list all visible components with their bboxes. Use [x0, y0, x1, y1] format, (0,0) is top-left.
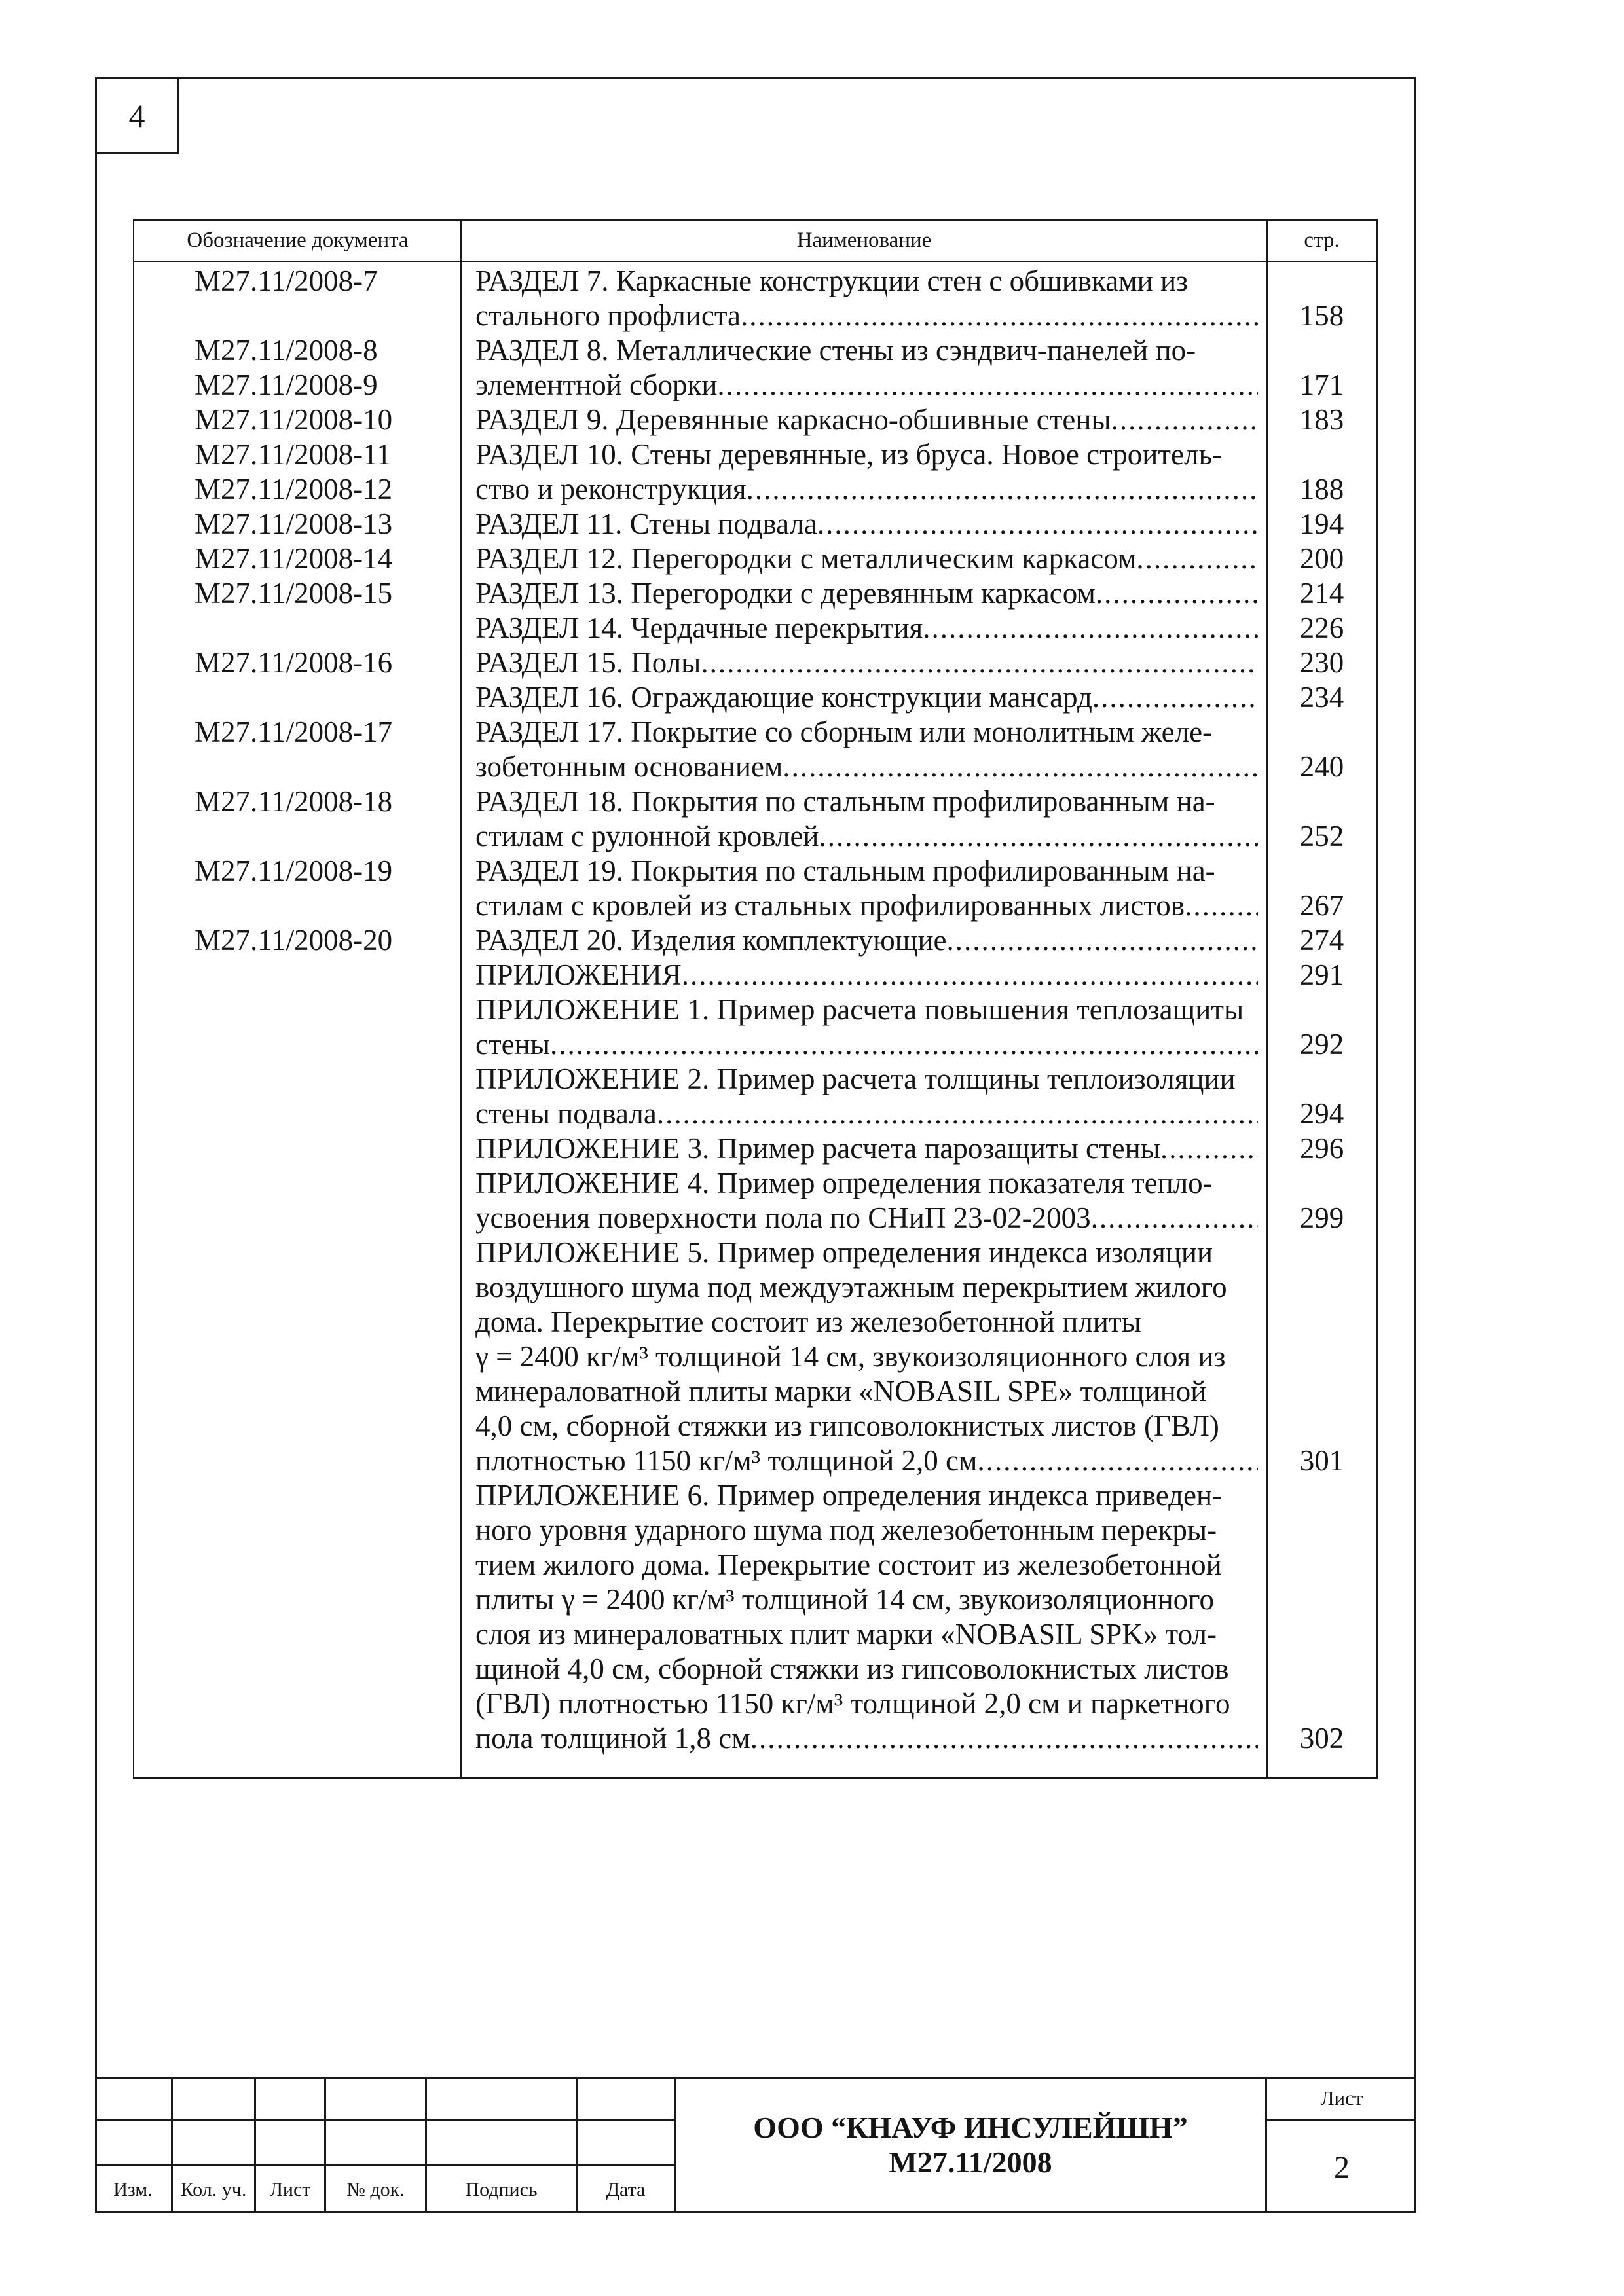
table-row — [134, 437, 1376, 472]
page-number — [1267, 1339, 1376, 1374]
page-number: 188 — [1299, 473, 1344, 505]
contents-entry — [461, 680, 1267, 715]
document-code — [134, 1582, 461, 1617]
document-code: М27.11/2008-10 — [194, 403, 393, 436]
table-row — [134, 1305, 1376, 1339]
contents-entry — [461, 333, 1267, 368]
document-code — [134, 611, 461, 646]
document-code — [134, 1409, 461, 1444]
revision-cell — [326, 2121, 427, 2166]
table-row — [134, 923, 1376, 958]
revision-cell — [578, 2077, 676, 2121]
page-number: 4 — [128, 97, 145, 134]
entry-text: плотностью 1150 кг/м³ толщиной 2,0 см — [475, 1444, 978, 1477]
entry-text: стены подвала — [475, 1097, 657, 1130]
table-row — [134, 1617, 1376, 1652]
contents-entry — [461, 1374, 1267, 1409]
entry-text: РАЗДЕЛ 10. Стены деревянные, из бруса. Новое строитель- — [475, 438, 1222, 471]
page-number — [1267, 1166, 1376, 1201]
document-code — [134, 1097, 461, 1131]
entry-text: ПРИЛОЖЕНИЕ 5. Пример определения индекса изоляции — [475, 1236, 1213, 1269]
table-row — [134, 1166, 1376, 1201]
revision-column-label: № док. — [326, 2166, 427, 2213]
document-code: М27.11/2008-20 — [194, 924, 393, 957]
document-code: М27.11/2008-14 — [194, 542, 393, 575]
entry-text: плиты γ = 2400 кг/м³ толщиной 14 см, звукоизоляционного — [475, 1583, 1214, 1616]
dot-leader — [682, 958, 1258, 993]
table-row — [134, 507, 1376, 541]
document-code — [134, 1686, 461, 1721]
contents-entry — [461, 1270, 1267, 1305]
document-code — [134, 1339, 461, 1374]
contents-entry — [461, 264, 1267, 299]
dot-leader — [747, 472, 1258, 507]
contents-entry — [461, 1652, 1267, 1686]
entry-text: дома. Перекрытие состоит из железобетонной плиты — [475, 1305, 1141, 1338]
page-number: 171 — [1299, 369, 1344, 401]
table-row — [134, 750, 1376, 784]
contents-entry — [461, 923, 1267, 958]
contents-entry — [461, 1548, 1267, 1582]
revision-column-label: Изм. — [95, 2166, 173, 2213]
page-number — [1267, 715, 1376, 750]
table-row — [134, 1374, 1376, 1409]
sheet-box — [1267, 2077, 1416, 2213]
revision-cell — [173, 2077, 256, 2121]
table-row — [134, 854, 1376, 888]
table-row — [134, 1270, 1376, 1305]
entry-text: тием жилого дома. Перекрытие состоит из железобетонной — [475, 1548, 1222, 1581]
entry-text: 4,0 см, сборной стяжки из гипсоволокнистых листов (ГВЛ) — [475, 1410, 1219, 1442]
dot-leader — [1092, 680, 1258, 715]
dot-leader — [783, 750, 1258, 784]
entry-text: РАЗДЕЛ 19. Покрытия по стальным профилированным на- — [475, 854, 1215, 887]
dot-leader — [1111, 403, 1258, 437]
dot-leader — [717, 368, 1258, 403]
entry-text: ПРИЛОЖЕНИЕ 2. Пример расчета толщины теплоизоляции — [475, 1063, 1236, 1095]
page-number: 240 — [1299, 750, 1344, 783]
table-row — [134, 1478, 1376, 1513]
entry-text: РАЗДЕЛ 16. Ограждающие конструкции мансард — [475, 681, 1092, 714]
contents-entry — [461, 1582, 1267, 1617]
entry-text: ПРИЛОЖЕНИЕ 3. Пример расчета парозащиты стены — [475, 1132, 1160, 1165]
table-row — [134, 1027, 1376, 1062]
page-number — [1267, 437, 1376, 472]
entry-text: стального профлиста — [475, 299, 741, 332]
entry-text: слоя из минераловатных плит марки «NOBASIL SPK» тол- — [475, 1618, 1217, 1650]
table-row — [134, 1131, 1376, 1166]
entry-text: РАЗДЕЛ 12. Перегородки с металлическим каркасом — [475, 542, 1137, 575]
contents-entry — [461, 437, 1267, 472]
page-number: 226 — [1299, 611, 1344, 644]
entry-text: РАЗДЕЛ 17. Покрытие со сборным или монолитным желе- — [475, 716, 1213, 748]
document-code — [134, 888, 461, 923]
table-row — [134, 1548, 1376, 1582]
dot-leader — [1091, 1201, 1258, 1235]
document-code: М27.11/2008-16 — [194, 646, 393, 679]
contents-entry — [461, 403, 1267, 437]
contents-entry — [461, 750, 1267, 784]
entry-text: минераловатной плиты марки «NOBASIL SPE» толщиной — [475, 1375, 1207, 1408]
contents-entry — [461, 1166, 1267, 1201]
table-row — [134, 646, 1376, 680]
revision-cell — [173, 2121, 256, 2166]
contents-entry — [461, 1339, 1267, 1374]
document-code — [134, 1721, 461, 1756]
title-block — [95, 2077, 1416, 2213]
dot-leader — [947, 923, 1259, 958]
table-header — [134, 221, 1376, 261]
header-divider — [134, 261, 1376, 262]
contents-entry — [461, 1027, 1267, 1062]
dot-leader — [923, 611, 1258, 646]
page-number: 291 — [1299, 958, 1344, 991]
entry-text: РАЗДЕЛ 18. Покрытия по стальным профилированным на- — [475, 785, 1215, 818]
contents-entry — [461, 646, 1267, 680]
revision-cell — [256, 2121, 326, 2166]
contents-entry — [461, 611, 1267, 646]
entry-text: пола толщиной 1,8 см — [475, 1722, 750, 1755]
dot-leader — [657, 1097, 1258, 1131]
entry-text: РАЗДЕЛ 14. Чердачные перекрытия — [475, 611, 923, 644]
sheet-label: Лист — [1267, 2077, 1416, 2121]
document-code — [134, 1374, 461, 1409]
page-number: 296 — [1299, 1132, 1344, 1165]
contents-entry — [461, 541, 1267, 576]
entry-text: ПРИЛОЖЕНИЯ — [475, 958, 682, 991]
document-code — [134, 1652, 461, 1686]
contents-entry — [461, 1444, 1267, 1478]
document-code — [134, 1478, 461, 1513]
contents-entry — [461, 1235, 1267, 1270]
page-number — [1267, 1374, 1376, 1409]
entry-text: щиной 4,0 см, сборной стяжки из гипсоволокнистых листов — [475, 1652, 1229, 1685]
page-number: 274 — [1299, 924, 1344, 957]
table-row — [134, 541, 1376, 576]
page-number: 301 — [1299, 1444, 1344, 1477]
page-number — [1267, 854, 1376, 888]
contents-entry — [461, 1617, 1267, 1652]
contents-entry — [461, 507, 1267, 541]
revision-column-label: Кол. уч. — [173, 2166, 256, 2213]
contents-entry — [461, 1721, 1267, 1756]
dot-leader — [1096, 576, 1258, 611]
entry-text: стилам с кровлей из стальных профилированных листов — [475, 889, 1185, 922]
revision-cell — [256, 2077, 326, 2121]
entry-text: ПРИЛОЖЕНИЕ 4. Пример определения показателя тепло- — [475, 1167, 1213, 1199]
document-code — [134, 1513, 461, 1548]
page-number: 230 — [1299, 646, 1344, 679]
entry-text: РАЗДЕЛ 7. Каркасные конструкции стен с обшивками из — [475, 264, 1188, 297]
table-row — [134, 264, 1376, 299]
dot-leader — [741, 299, 1258, 333]
page-number — [1267, 993, 1376, 1027]
revision-cell — [578, 2121, 676, 2166]
dot-leader — [1160, 1131, 1258, 1166]
dot-leader — [550, 1027, 1258, 1062]
page-number: 299 — [1299, 1201, 1344, 1234]
table-row — [134, 715, 1376, 750]
entry-text: РАЗДЕЛ 8. Металлические стены из сэндвич-панелей по- — [475, 334, 1196, 367]
table-row — [134, 1444, 1376, 1478]
document-code: М27.11/2008-7 — [194, 264, 378, 297]
document-code: М27.11/2008-13 — [194, 507, 393, 540]
contents-entry — [461, 1097, 1267, 1131]
document-code — [134, 1270, 461, 1305]
contents-entry — [461, 819, 1267, 854]
document-code — [134, 1131, 461, 1166]
entry-text: усвоения поверхности пола по СНиП 23-02-2003 — [475, 1201, 1091, 1234]
table-row — [134, 1201, 1376, 1235]
entry-text: γ = 2400 кг/м³ толщиной 14 см, звукоизоляционного слоя из — [475, 1340, 1226, 1373]
document-code — [134, 958, 461, 993]
document-code: М27.11/2008-19 — [194, 854, 393, 887]
document-code — [134, 1444, 461, 1478]
document-code — [134, 1062, 461, 1097]
document-code: М27.11/2008 — [889, 2145, 1052, 2179]
document-code — [134, 1548, 461, 1582]
revision-column-label: Подпись — [427, 2166, 578, 2213]
revision-column-label: Дата — [578, 2166, 676, 2213]
entry-text: стилам с рулонной кровлей — [475, 820, 819, 852]
page-number: 194 — [1299, 507, 1344, 540]
revision-cell — [427, 2121, 578, 2166]
revision-cell — [326, 2077, 427, 2121]
entry-text: воздушного шума под междуэтажным перекрытием жилого — [475, 1271, 1227, 1303]
contents-entry — [461, 1305, 1267, 1339]
table-row — [134, 299, 1376, 333]
page-number-box — [95, 77, 179, 154]
document-code — [134, 1027, 461, 1062]
table-row — [134, 1339, 1376, 1374]
document-code — [134, 1235, 461, 1270]
header-document-code: Обозначение документа — [187, 228, 409, 252]
page-number — [1267, 1617, 1376, 1652]
sheet-number: 2 — [1334, 2149, 1350, 2185]
table-row — [134, 1235, 1376, 1270]
table-row — [134, 1652, 1376, 1686]
document-code — [134, 993, 461, 1027]
entry-text: элементной сборки — [475, 369, 718, 401]
entry-text: ного уровня ударного шума под железобетонным перекры- — [475, 1514, 1217, 1546]
table-row — [134, 403, 1376, 437]
page-number — [1267, 1548, 1376, 1582]
entry-text: РАЗДЕЛ 11. Стены подвала — [475, 507, 817, 540]
contents-entry — [461, 299, 1267, 333]
document-code: М27.11/2008-9 — [194, 369, 378, 401]
entry-text: РАЗДЕЛ 9. Деревянные каркасно-обшивные стены — [475, 403, 1111, 436]
document-code — [134, 680, 461, 715]
dot-leader — [1136, 541, 1258, 576]
contents-entry — [461, 1201, 1267, 1235]
header-page: стр. — [1304, 228, 1340, 252]
document-code: М27.11/2008-11 — [194, 438, 392, 471]
page-number — [1267, 1270, 1376, 1305]
table-row — [134, 333, 1376, 368]
dot-leader — [701, 646, 1258, 680]
document-code — [134, 819, 461, 854]
document-code: М27.11/2008-17 — [194, 716, 393, 748]
table-row — [134, 993, 1376, 1027]
table-row — [134, 819, 1376, 854]
dot-leader — [978, 1444, 1259, 1478]
table-row — [134, 1582, 1376, 1617]
table-row — [134, 958, 1376, 993]
page-number — [1267, 1582, 1376, 1617]
entry-text: ПРИЛОЖЕНИЕ 6. Пример определения индекса приведен- — [475, 1479, 1223, 1512]
table-row — [134, 576, 1376, 611]
contents-table — [133, 219, 1378, 1779]
page-number — [1267, 1652, 1376, 1686]
entry-text: (ГВЛ) плотностью 1150 кг/м³ толщиной 2,0 см и паркетного — [475, 1687, 1230, 1720]
document-code: М27.11/2008-12 — [194, 473, 393, 505]
page-number: 214 — [1299, 577, 1344, 610]
table-body — [134, 264, 1376, 1756]
contents-entry — [461, 784, 1267, 819]
dot-leader — [1185, 888, 1258, 923]
page-number: 302 — [1299, 1722, 1344, 1755]
table-row — [134, 1409, 1376, 1444]
page-number: 183 — [1299, 403, 1344, 436]
contents-entry — [461, 368, 1267, 403]
document-code — [134, 750, 461, 784]
page-number — [1267, 1513, 1376, 1548]
document-code — [134, 1166, 461, 1201]
revision-grid — [95, 2077, 676, 2213]
table-row — [134, 368, 1376, 403]
table-row — [134, 1097, 1376, 1131]
document-code — [134, 299, 461, 333]
page-number — [1267, 1409, 1376, 1444]
document-code: М27.11/2008-8 — [194, 334, 378, 367]
page-number — [1267, 1235, 1376, 1270]
page-number: 158 — [1299, 299, 1344, 332]
dot-leader — [819, 819, 1258, 854]
table-row — [134, 1513, 1376, 1548]
page-number — [1267, 333, 1376, 368]
page-number: 200 — [1299, 542, 1344, 575]
page-number — [1267, 784, 1376, 819]
entry-text: ство и реконструкция — [475, 473, 747, 505]
revision-cell — [95, 2121, 173, 2166]
page-number — [1267, 1478, 1376, 1513]
contents-entry — [461, 1478, 1267, 1513]
contents-entry — [461, 888, 1267, 923]
page-number: 234 — [1299, 681, 1344, 714]
table-row — [134, 1062, 1376, 1097]
entry-text: РАЗДЕЛ 13. Перегородки с деревянным каркасом — [475, 577, 1096, 610]
page-number — [1267, 1305, 1376, 1339]
entry-text: стены — [475, 1028, 550, 1061]
contents-entry — [461, 576, 1267, 611]
table-row — [134, 1686, 1376, 1721]
document-code: М27.11/2008-15 — [194, 577, 393, 610]
table-row — [134, 472, 1376, 507]
page-number: 267 — [1299, 889, 1344, 922]
contents-entry — [461, 1513, 1267, 1548]
revision-column-label: Лист — [256, 2166, 326, 2213]
contents-entry — [461, 1686, 1267, 1721]
revision-cell — [95, 2077, 173, 2121]
page-number: 294 — [1299, 1097, 1344, 1130]
contents-entry — [461, 958, 1267, 993]
entry-text: ПРИЛОЖЕНИЕ 1. Пример расчета повышения теплозащиты — [475, 993, 1244, 1026]
page-number — [1267, 1686, 1376, 1721]
table-row — [134, 888, 1376, 923]
document-code — [134, 1305, 461, 1339]
entry-text: РАЗДЕЛ 15. Полы — [475, 646, 701, 679]
title-block-center — [676, 2077, 1267, 2213]
contents-entry — [461, 854, 1267, 888]
table-row — [134, 1721, 1376, 1756]
page-number — [1267, 264, 1376, 299]
revision-cell — [427, 2077, 578, 2121]
document-code — [134, 1201, 461, 1235]
document-code: М27.11/2008-18 — [194, 785, 393, 818]
organization-name: ООО “КНАУФ ИНСУЛЕЙШН” — [753, 2111, 1188, 2144]
contents-entry — [461, 472, 1267, 507]
page-number: 292 — [1299, 1028, 1344, 1061]
contents-entry — [461, 715, 1267, 750]
contents-entry — [461, 993, 1267, 1027]
table-row — [134, 611, 1376, 646]
header-name: Наименование — [796, 228, 932, 252]
page-number — [1267, 1062, 1376, 1097]
document-code — [134, 1617, 461, 1652]
table-row — [134, 680, 1376, 715]
entry-text: зобетонным основанием — [475, 750, 783, 783]
contents-entry — [461, 1062, 1267, 1097]
page-number: 252 — [1299, 820, 1344, 852]
contents-entry — [461, 1409, 1267, 1444]
dot-leader — [817, 507, 1258, 541]
dot-leader — [750, 1721, 1258, 1756]
entry-text: РАЗДЕЛ 20. Изделия комплектующие — [475, 924, 947, 957]
table-row — [134, 784, 1376, 819]
contents-entry — [461, 1131, 1267, 1166]
